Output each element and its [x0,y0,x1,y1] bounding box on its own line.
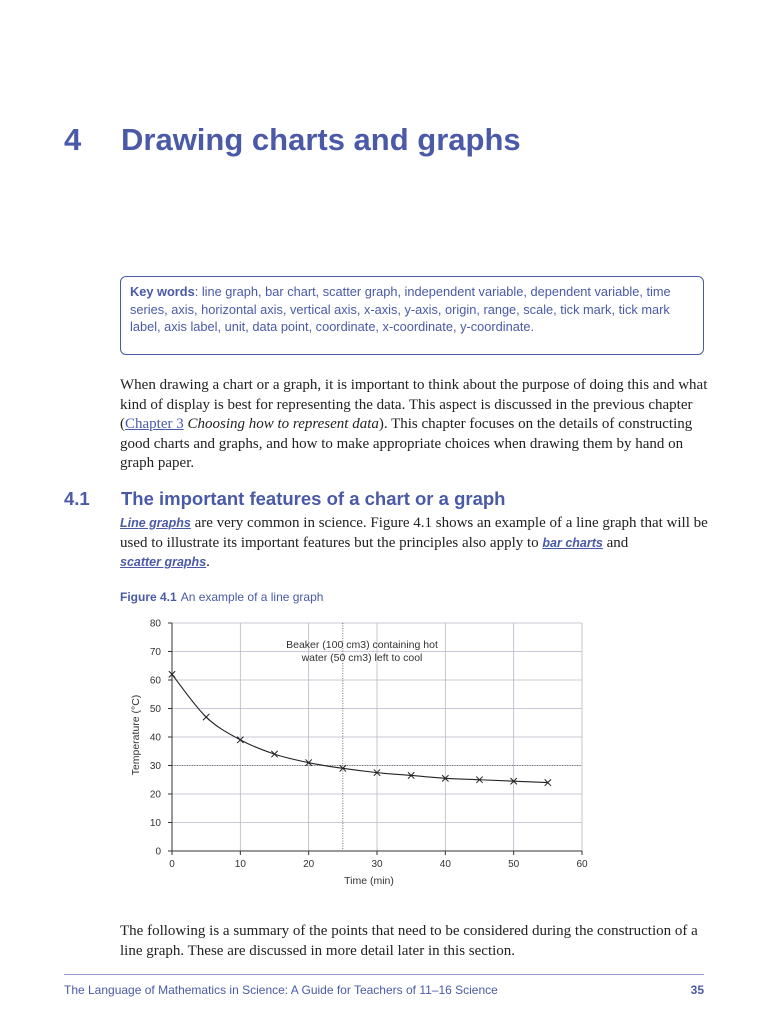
x-tick-label: 30 [371,859,383,870]
x-tick-label: 20 [303,859,315,870]
scatter-graphs-link[interactable]: scatter graphs [120,555,207,569]
data-point [203,714,209,720]
footer-text: The Language of Mathematics in Science: A Guide for Teachers of 11–16 Science [64,983,498,997]
x-tick-label: 0 [169,859,175,870]
footer-rule [64,974,704,975]
page-number: 35 [690,983,704,997]
data-point [271,751,277,757]
chart-annotation-line: Beaker (100 cm3) containing hot [286,639,438,651]
bar-charts-link[interactable]: bar charts [542,535,603,550]
y-tick-label: 10 [149,818,161,829]
x-tick-label: 10 [234,859,246,870]
intro-text-1: When drawing a chart or a graph, it is important to think about the purpose of doing this and what kind of display is best for representing the data. This aspect is discussed in the previous chapter ( [120,377,708,432]
x-axis-label: Time (min) [344,875,394,887]
figure-caption-text: An example of a line graph [180,590,324,604]
key-words-list: : line graph, bar chart, scatter graph, independent variable, dependent variable, time series, axis, horizontal axis, vertical axis, x-axis, y-axis, origin, range, scale, tick mark, tick mark label, axis label, unit, data point, coordinate, x-coordinate, y-coordinate. [130,284,671,334]
y-tick-label: 20 [149,789,161,801]
line-graphs-link[interactable]: Line graphs [120,516,191,530]
chapter-number: 4 [64,122,82,157]
intro-text-2: ). This chapter focuses on the details of constructing good charts and graphs, and how to make appropriate choices when drawing them by hand on graph paper. [120,416,693,471]
y-tick-label: 30 [149,761,161,772]
summary-paragraph: The following is a summary of the points that need to be considered during the construction of a line graph. These are discussed in more detail later in this section. [120,923,698,959]
y-tick-label: 70 [149,647,161,658]
intro-italic: Choosing how to represent data [183,416,379,432]
y-tick-label: 80 [149,618,161,630]
section-text-1: are very common in science. Figure 4.1 shows an example of a line graph that will be used to illustrate its important features but the principles also apply to [120,515,708,551]
x-tick-label: 60 [576,859,588,870]
temperature-curve [172,674,548,782]
section-title: The important features of a chart or a graph [121,488,506,509]
y-tick-label: 0 [155,846,161,858]
y-axis-label: Temperature (°C) [130,694,142,776]
x-tick-label: 40 [439,859,451,870]
section-text-2: and [602,534,629,551]
figure-label: Figure 4.1 [120,590,177,604]
section-text-3: . [206,554,210,570]
y-tick-label: 50 [149,704,161,715]
y-tick-label: 60 [149,675,161,687]
chapter-title: Drawing charts and graphs [121,122,521,157]
x-tick-label: 50 [508,859,520,870]
y-tick-label: 40 [149,732,161,744]
section-number: 4.1 [64,488,90,509]
chapter-3-link[interactable]: Chapter 3 [125,416,184,432]
chart-annotation-line: water (50 cm3) left to cool [301,652,423,664]
key-words-label: Key words [130,284,195,299]
